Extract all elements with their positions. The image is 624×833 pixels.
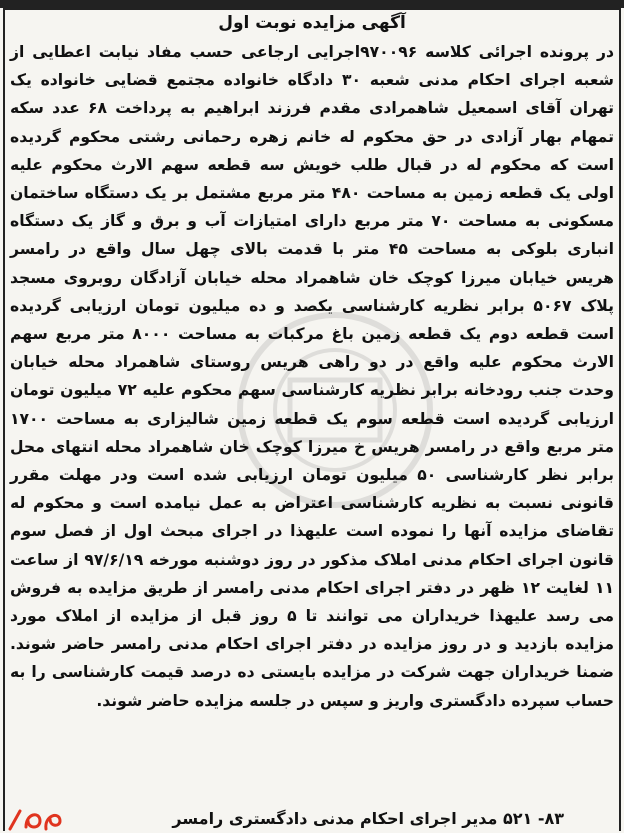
notice-body: در پرونده اجرائی کلاسه ۹۷۰۰۹۶اجرایی ارجاعی حسب مفاد نیابت اعطایی از شعبه اجرای احکام مدنی شعبه ۳۰ دادگاه خانواده مجتمع قضایی خانواده یک تهران آقای اسمعیل شاهمرادی مقدم فرزند ابراهیم به پرداخت ۶۸ عدد سکه تمهام بهار آزادی در حق محکوم له خانم زهره رحمانی رشتی محکوم گردیده است که محکوم له در قبال طلب خویش سه قطعه سهم الارث محکوم علیه اولی یک قطعه زمین به مساحت ۴۸۰ متر مربع مشتمل بر یک دستگاه ساختمان مسکونی به مساحت ۷۰ متر مربع دارای امتیازات آب و برق و گاز یک دستگاه انباری بلوکی به مساحت ۴۵ متر با قدمت بالای چهل سال واقع در رامسر هریس خیابان میرزا کوچک خان شاهمراد محله خیابان آزادگان روبروی مسجد پلاک ۵۰۶۷ برابر نظریه کارشناسی یکصد و ده میلیون تومان ارزیابی گردیده است قطعه دوم یک قطعه زمین باغ مرکبات به مساحت ۸۰۰۰ متر مربع سهم الارث محکوم علیه واقع در دو راهی هریس روستای شاهمراد محله خیابان وحدت جنب رودخانه برابر نظریه کارشناسی سهم محکوم علیه ۷۲ میلیون تومان ارزیابی گردیده است قطعه سوم یک قطعه زمین شالیزاری به مساحت ۱۷۰۰ متر مربع واقع در رامسر هریس خ میرزا کوچک خان شاهمراد محله انتهای محل برابر نظر کارشناسی ۵۰ میلیون تومان ارزیابی شده است ودر مهلت مقرر قانونی نسبت به نظریه کارشناسی اعتراض به عمل نیامده است و محکوم له تقاضای مزایده آنها را نموده است علیهذا در اجرای مبحث اول از فصل سوم قانون اجرای احکام مدنی املاک مذکور در روز دوشنبه مورخه ۹۷/۶/۱۹ از ساعت ۱۱ لغایت ۱۲ ظهر در دفتر اجرای احکام مدنی رامسر از طریق مزایده به فروش می رسد علیهذا خریداران می توانند تا ۵ روز قبل از مزایده از املاک مورد مزایده بازدید و در روز مزایده در دفتر اجرای احکام مدنی رامسر حاضر شوند. ضمنا خریداران جهت شرکت در مزایده بایستی ده درصد قیمت کارشناسی را به حساب سپرده دادگستری واریز و سپس در جلسه مزایده حاضر شوند. [10, 43, 615, 710]
top-cut-strip [0, 0, 624, 8]
notice-signature: ۸۳- ۵۲۱ مدیر اجرای احکام مدنی دادگستری رامسر [172, 809, 564, 828]
notice-title: آگهی مزایده نوبت اول [218, 13, 406, 33]
handwritten-ink-mark [6, 803, 64, 833]
